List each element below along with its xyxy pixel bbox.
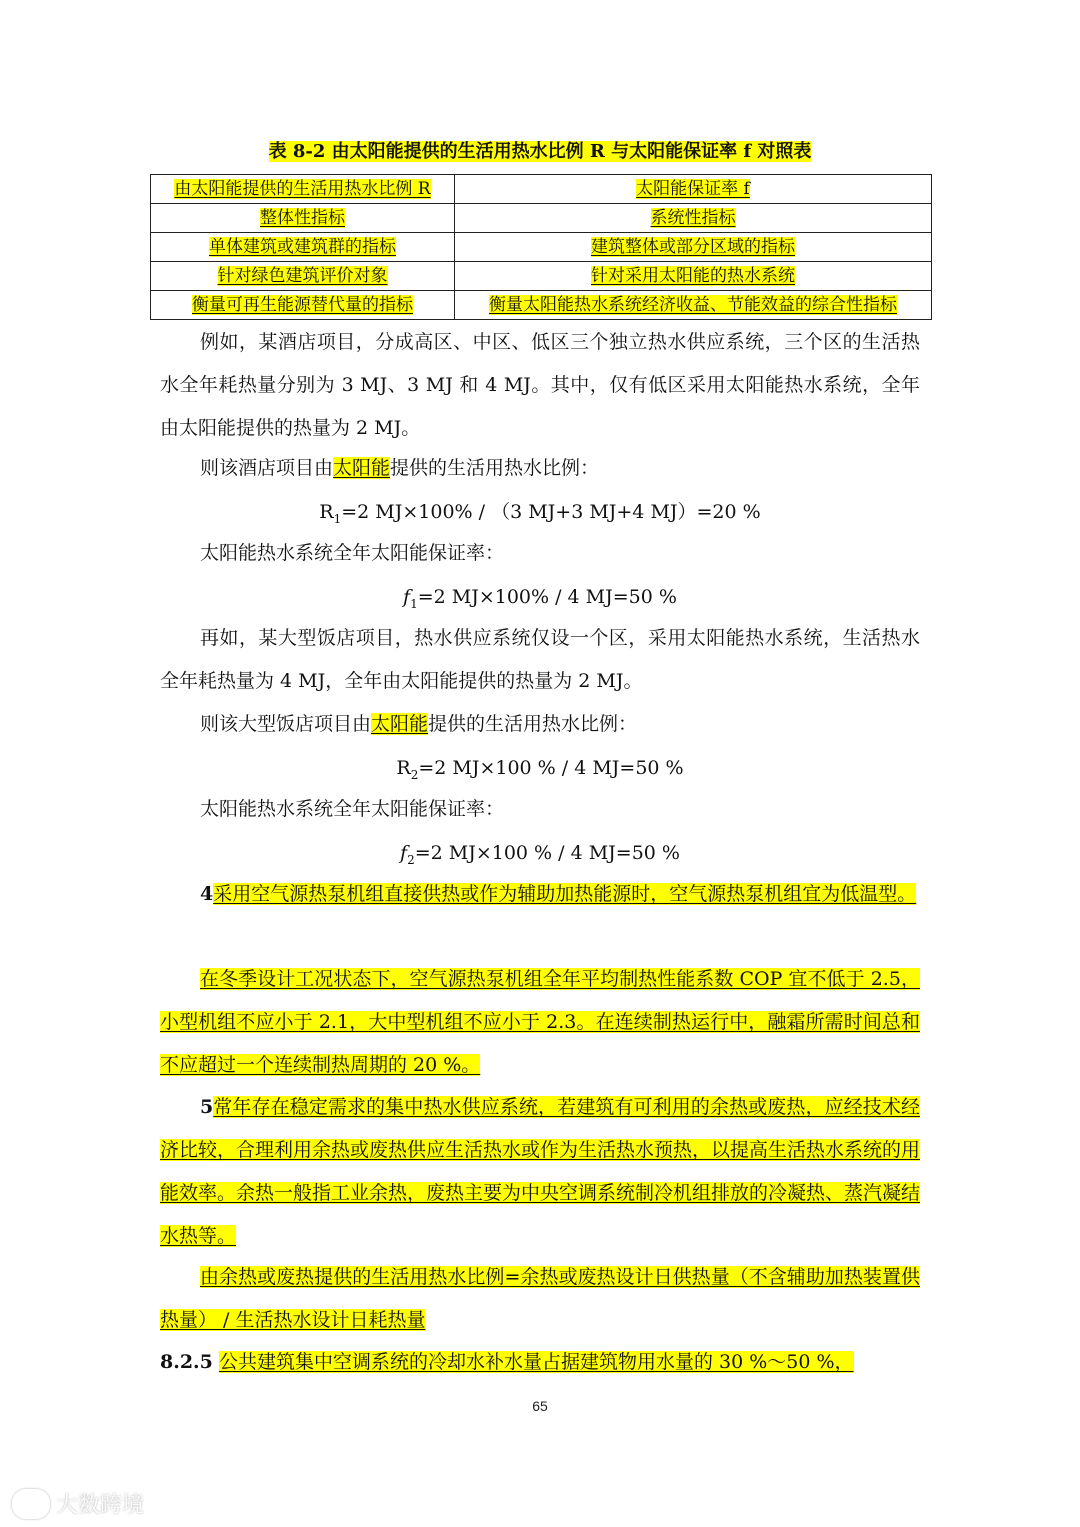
item-5-formula: 由余热或废热提供的生活用热水比例=余热或废热设计日供热量（不含辅助加热装置供热量） / 生活热水设计日耗热量: [160, 1266, 920, 1331]
item-4-paragraph: 4采用空气源热泵机组直接供热或作为辅助加热能源时，空气源热泵机组宜为低温型。: [200, 883, 917, 905]
table-cell: 衡量可再生能源替代量的指标: [151, 291, 455, 320]
table-row: [151, 233, 932, 262]
table-cell: 针对采用太阳能的热水系统: [455, 262, 932, 291]
formula-f1: $f_1=2$ MJ×100% / 4 MJ=50 %: [403, 586, 677, 611]
table-row: [151, 204, 932, 233]
guarantee-intro-1: 太阳能热水系统全年太阳能保证率：: [200, 542, 505, 564]
table-cell: 衡量太阳能热水系统经济收益、节能效益的综合性指标: [455, 291, 932, 320]
item-4-detail: 在冬季设计工况状态下，空气源热泵机组全年平均制热性能系数 COP 宜不低于 2.5，小型机组不应小于 2.1，大中型机组不应小于 2.3。在连续制热运行中，融霜所需时间总和不应超过一个连续制热周期的 20 %。: [160, 968, 920, 1076]
table-caption: 表 8-2 由太阳能提供的生活用热水比例 R 与太阳能保证率 f 对照表: [268, 141, 812, 162]
table-cell: 建筑整体或部分区域的指标: [455, 233, 932, 262]
table-cell: 针对绿色建筑评价对象: [151, 262, 455, 291]
ratio-intro-2: 则该大型饭店项目由太阳能提供的生活用热水比例：: [200, 713, 638, 735]
watermark: 大数跨境: [12, 1488, 144, 1519]
watermark-logo-icon: [12, 1489, 50, 1519]
table-cell: 系统性指标: [455, 204, 932, 233]
table-cell: 太阳能保证率 f: [455, 175, 932, 204]
item-5-paragraph: 5常年存在稳定需求的集中热水供应系统，若建筑有可利用的余热或废热，应经技术经济比较，合理利用余热或废热供应生活热水或作为生活热水预热，以提高生活热水系统的用能效率。余热一般指工业余热，废热主要为中央空调系统制冷机组排放的冷凝热、蒸汽凝结水热等。: [160, 1096, 921, 1247]
page-number: 65: [532, 1398, 548, 1414]
guarantee-intro-2: 太阳能热水系统全年太阳能保证率：: [200, 798, 505, 820]
formula-r1: $R_1=2$ MJ×100% / （3 MJ+3 MJ+4 MJ）=20 %: [319, 501, 761, 526]
example-2-paragraph: 再如，某大型饭店项目，热水供应系统仅设一个区，采用太阳能热水系统，生活热水全年耗热量为 4 MJ，全年由太阳能提供的热量为 2 MJ。: [160, 627, 920, 692]
ratio-intro-1: 则该酒店项目由太阳能提供的生活用热水比例：: [200, 457, 600, 479]
formula-r2: $R_2=2$ MJ×100 % / 4 MJ=50 %: [396, 757, 684, 782]
comparison-table: [150, 174, 932, 320]
table-cell: 整体性指标: [151, 204, 455, 233]
table-row: [151, 175, 932, 204]
formula-f2: $f_2=2$ MJ×100 % / 4 MJ=50 %: [400, 842, 680, 867]
clause-8-2-5: 8.2.5 公共建筑集中空调系统的冷却水补水量占据建筑物用水量的 30 %～50 %，: [160, 1351, 854, 1373]
table-row: [151, 262, 932, 291]
table-row: [151, 291, 932, 320]
example-1-paragraph: 例如，某酒店项目，分成高区、中区、低区三个独立热水供应系统，三个区的生活热水全年耗热量分别为 3 MJ、3 MJ 和 4 MJ。其中，仅有低区采用太阳能热水系统，全年由太阳能提供的热量为 2 MJ。: [160, 331, 920, 439]
table-cell: 单体建筑或建筑群的指标: [151, 233, 455, 262]
table-cell: 由太阳能提供的生活用热水比例 R: [151, 175, 455, 204]
